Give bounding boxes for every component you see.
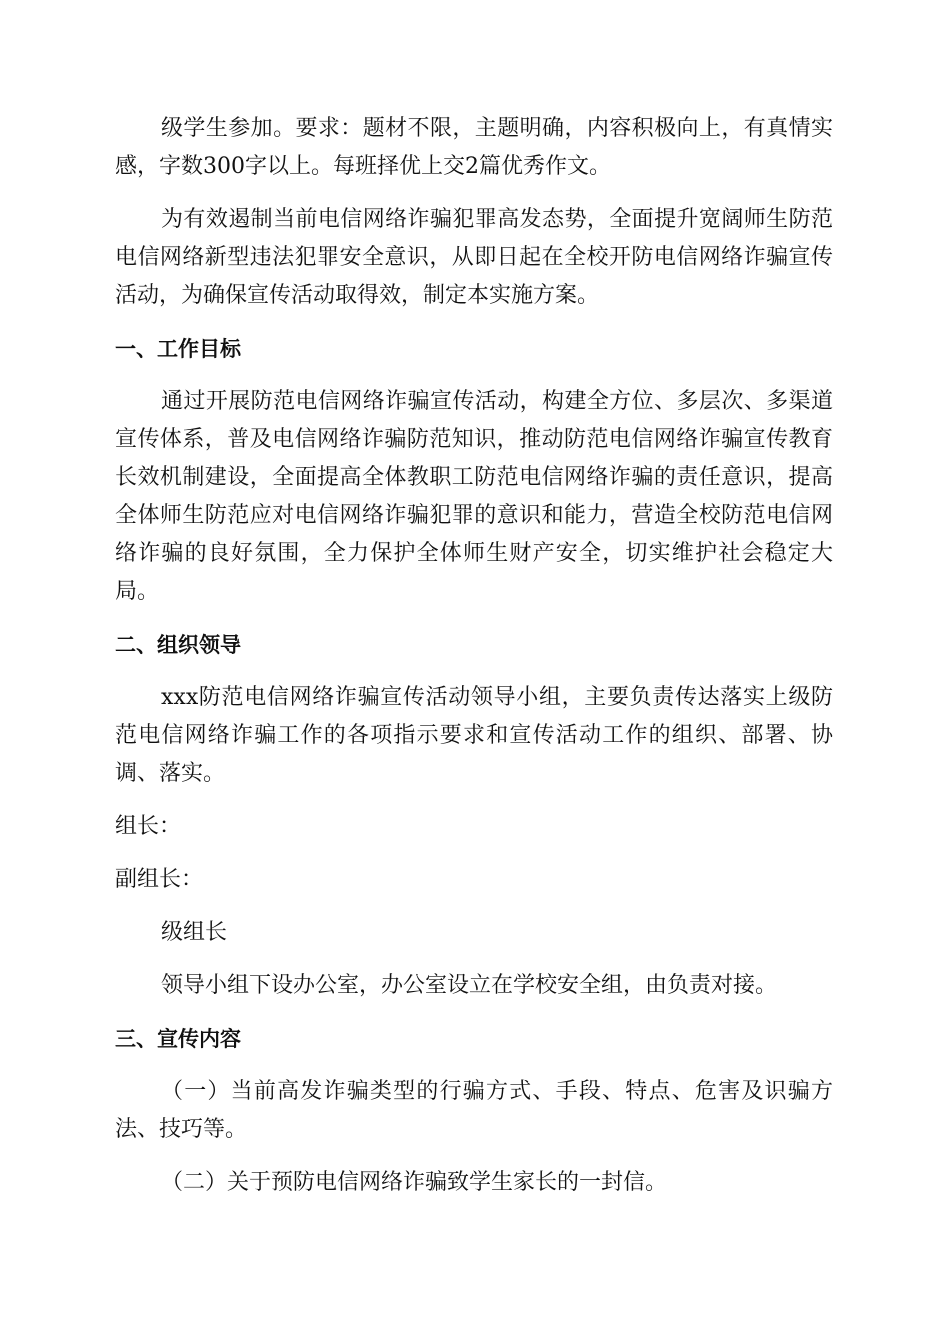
vice-leader-line: 副组长： (115, 867, 204, 892)
leader-line: 组长： (115, 814, 182, 839)
section-heading-content: 三、宣传内容 (115, 1027, 241, 1051)
section-heading-organization: 二、组织领导 (115, 633, 241, 657)
grade-leader-line: 级组长 (161, 920, 228, 945)
goals-paragraph: 通过开展防范电信网络诈骗宣传活动，构建全方位、多层次、多渠道宣传体系，普及电信网络诈骗防范知识，推动防范电信网络诈骗宣传教育长效机制建设，全面提高全体教职工防范电信网络诈骗的责任意识，提高全体师生防范应对电信网络诈骗犯罪的意识和能力，营造全校防范电信网络诈骗的良好氛围，全力保护全体师生财产安全，切实维护社会稳定大局。 (115, 389, 833, 604)
content-item-2: （二）关于预防电信网络诈骗致学生家长的一封信。 (161, 1170, 668, 1195)
organization-paragraph: xxx防范电信网络诈骗宣传活动领导小组，主要负责传达落实上级防范电信网络诈骗工作的各项指示要求和宣传活动工作的组织、部署、协调、落实。 (115, 685, 833, 786)
section-heading-goals: 一、工作目标 (115, 337, 241, 361)
content-item-1: （一）当前高发诈骗类型的行骗方式、手段、特点、危害及识骗方法、技巧等。 (115, 1079, 833, 1142)
office-paragraph: 领导小组下设办公室，办公室设立在学校安全组，由负责对接。 (161, 973, 778, 998)
document-page (115, 110, 833, 1217)
intro-paragraph-2: 为有效遏制当前电信网络诈骗犯罪高发态势，全面提升宽阔师生防范电信网络新型违法犯罪安全意识，从即日起在全校开防电信网络诈骗宣传活动，为确保宣传活动取得效，制定本实施方案。 (115, 207, 833, 308)
intro-paragraph-1: 级学生参加。要求：题材不限，主题明确，内容积极向上，有真情实感，字数300字以上。每班择优上交2篇优秀作文。 (115, 116, 833, 179)
